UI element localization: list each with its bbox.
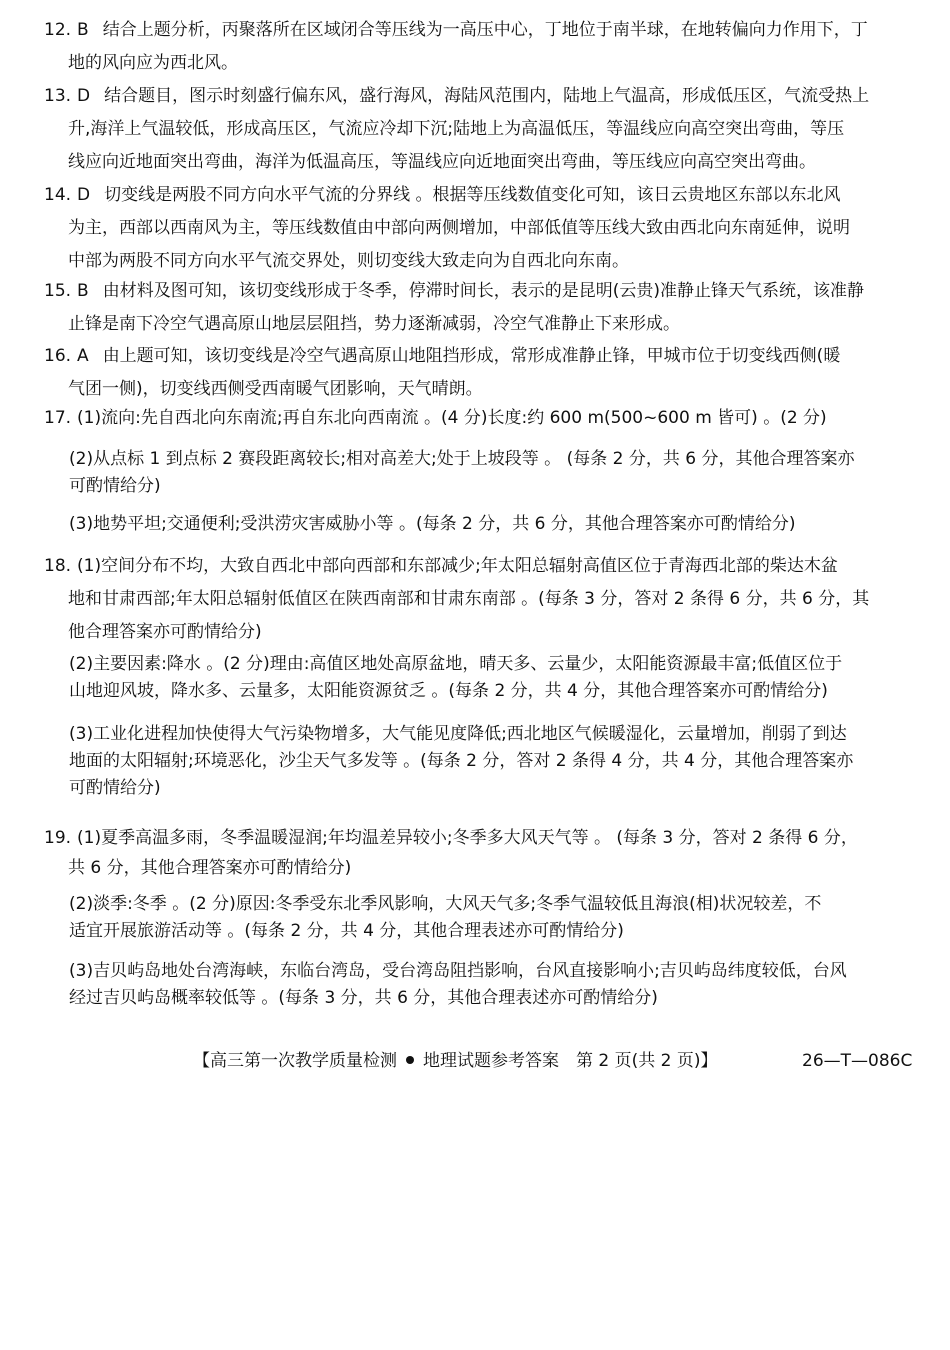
footer-title-left: 【高三第一次教学质量检测 bbox=[193, 1051, 397, 1071]
explanation-line: 由材料及图可知，该切变线形成于冬季，停滞时间长，表示的是昆明(云贵)准静止锋天气系统，该准静 bbox=[102, 281, 864, 301]
answer-letter: D bbox=[77, 185, 91, 205]
explanation-line: 切变线是两股不同方向水平气流的分界线 。根据等压线数值变化可知，该日云贵地区东部以东北风 bbox=[104, 185, 841, 205]
question-number: 12. bbox=[44, 20, 72, 40]
answer-letter: B bbox=[77, 20, 89, 40]
answer-line: 地面的太阳辐射;环境恶化，沙尘天气多发等 。(每条 2 分，答对 2 条得 4 分，共 4 分，其他合理答案亦 bbox=[69, 751, 854, 771]
explanation-line: 升,海洋上气温较低，形成高压区，气流应冷却下沉;陆地上为高温低压，等温线应向高空突出弯曲，等压 bbox=[68, 119, 845, 139]
answer-letter: A bbox=[77, 346, 89, 366]
answer-part-18-3 bbox=[69, 721, 909, 802]
answer-item-16 bbox=[44, 340, 908, 406]
explanation-line: 结合题目，图示时刻盛行偏东风，盛行海风，海陆风范围内，陆地上气温高，形成低压区，气流受热上 bbox=[104, 86, 870, 106]
answer-item-14 bbox=[44, 179, 908, 278]
explanation-line: 为主，西部以西南风为主，等压线数值由中部向两侧增加，中部低值等压线大致由西北向东南延伸，说明 bbox=[68, 218, 850, 238]
answer-line: (3)吉贝屿岛地处台湾海峡，东临台湾岛，受台湾岛阻挡影响，台风直接影响小;吉贝屿岛纬度较低，台风 bbox=[69, 961, 847, 981]
question-number: 18. bbox=[44, 556, 72, 576]
answer-part-19-3 bbox=[69, 958, 909, 1012]
answer-part: (1)夏季高温多雨，冬季温暖湿润;年均温差异较小;冬季多大风天气等 。 (每条 3 分，答对 2 条得 6 分， bbox=[77, 828, 858, 848]
explanation-line: 线应向近地面突出弯曲，海洋为低温高压，等温线应向近地面突出弯曲，等压线应向高空突出弯曲。 bbox=[68, 152, 816, 172]
explanation-line: 由上题可知，该切变线是冷空气遇高原山地阻挡形成，常形成准静止锋，甲城市位于切变线西侧(暖 bbox=[102, 346, 841, 366]
explanation-line: 地的风向应为西北风。 bbox=[68, 53, 238, 73]
answer-line: 地和甘肃西部;年太阳总辐射低值区在陕西南部和甘肃东南部 。(每条 3 分，答对 2 条得 6 分，共 6 分，其 bbox=[68, 589, 870, 609]
answer-item-13 bbox=[44, 80, 908, 179]
answer-item-12 bbox=[44, 14, 908, 80]
question-number: 13. bbox=[44, 86, 72, 106]
answer-part-18-2 bbox=[69, 651, 909, 705]
answer-line: (3)地势平坦;交通便利;受洪涝灾害威胁小等 。(每条 2 分，共 6 分，其他合理答案亦可酌情给分) bbox=[69, 514, 796, 534]
answer-line: 可酌情给分) bbox=[69, 778, 161, 798]
question-number: 17. bbox=[44, 408, 72, 428]
answer-letter: B bbox=[77, 281, 89, 301]
explanation-line: 结合上题分析，丙聚落所在区域闭合等压线为一高压中心，丁地位于南半球，在地转偏向力作用下，丁 bbox=[102, 20, 868, 40]
explanation-line: 气团一侧)，切变线西侧受西南暖气团影响，天气晴朗。 bbox=[68, 379, 483, 399]
answer-line: 山地迎风坡，降水多、云量多，太阳能资源贫乏 。(每条 2 分，共 4 分，其他合理答案亦可酌情给分) bbox=[69, 681, 828, 701]
answer-part: (1)空间分布不均，大致自西北中部向西部和东部减少;年太阳总辐射高值区位于青海西北部的柴达木盆 bbox=[77, 556, 838, 576]
question-number: 15. bbox=[44, 281, 72, 301]
page-footer bbox=[0, 1046, 950, 1076]
answer-item-15 bbox=[44, 275, 908, 341]
answer-item-19 bbox=[44, 822, 908, 882]
answer-line: (2)淡季:冬季 。(2 分)原因:冬季受东北季风影响，大风天气多;冬季气温较低且海浪(相)状况较差，不 bbox=[69, 894, 822, 914]
answer-line: 适宜开展旅游活动等 。(每条 2 分，共 4 分，其他合理表述亦可酌情给分) bbox=[69, 921, 624, 941]
answer-item-18 bbox=[44, 550, 908, 649]
question-number: 16. bbox=[44, 346, 72, 366]
answer-part: (1)流向:先自西北向东南流;再自东北向西南流 。(4 分)长度:约 600 m(500~600 m 皆可) 。(2 分) bbox=[77, 408, 827, 428]
question-number: 19. bbox=[44, 828, 72, 848]
answer-line: (3)工业化进程加快使得大气污染物增多，大气能见度降低;西北地区气候暖湿化，云量增加，削弱了到达 bbox=[69, 724, 847, 744]
answer-part-17-2 bbox=[69, 446, 909, 500]
footer-title-right: 地理试题参考答案 第 2 页(共 2 页)】 bbox=[423, 1051, 718, 1071]
question-number: 14. bbox=[44, 185, 72, 205]
answer-line: 共 6 分，其他合理答案亦可酌情给分) bbox=[68, 858, 352, 878]
answer-line: 他合理答案亦可酌情给分) bbox=[68, 622, 262, 642]
explanation-line: 中部为两股不同方向水平气流交界处，则切变线大致走向为自西北向东南。 bbox=[68, 251, 629, 271]
answer-line: 可酌情给分) bbox=[69, 476, 161, 496]
answer-line: 经过吉贝屿岛概率较低等 。(每条 3 分，共 6 分，其他合理表述亦可酌情给分) bbox=[69, 988, 658, 1008]
document-code: 26—T—086C bbox=[802, 1051, 913, 1071]
bullet-dot-icon bbox=[406, 1056, 414, 1064]
answer-line: (2)从点标 1 到点标 2 赛段距离较长;相对高差大;处于上坡段等 。 (每条 2 分，共 6 分，其他合理答案亦 bbox=[69, 449, 855, 469]
answer-part-19-2 bbox=[69, 891, 909, 945]
explanation-line: 止锋是南下冷空气遇高原山地层层阻挡，势力逐渐减弱，冷空气准静止下来形成。 bbox=[68, 314, 680, 334]
answer-letter: D bbox=[77, 86, 91, 106]
answer-line: (2)主要因素:降水 。(2 分)理由:高值区地处高原盆地，晴天多、云量少，太阳能资源最丰富;低值区位于 bbox=[69, 654, 843, 674]
answer-part-17-3 bbox=[69, 511, 909, 538]
footer-title bbox=[193, 1046, 718, 1076]
answer-item-17 bbox=[44, 402, 908, 435]
